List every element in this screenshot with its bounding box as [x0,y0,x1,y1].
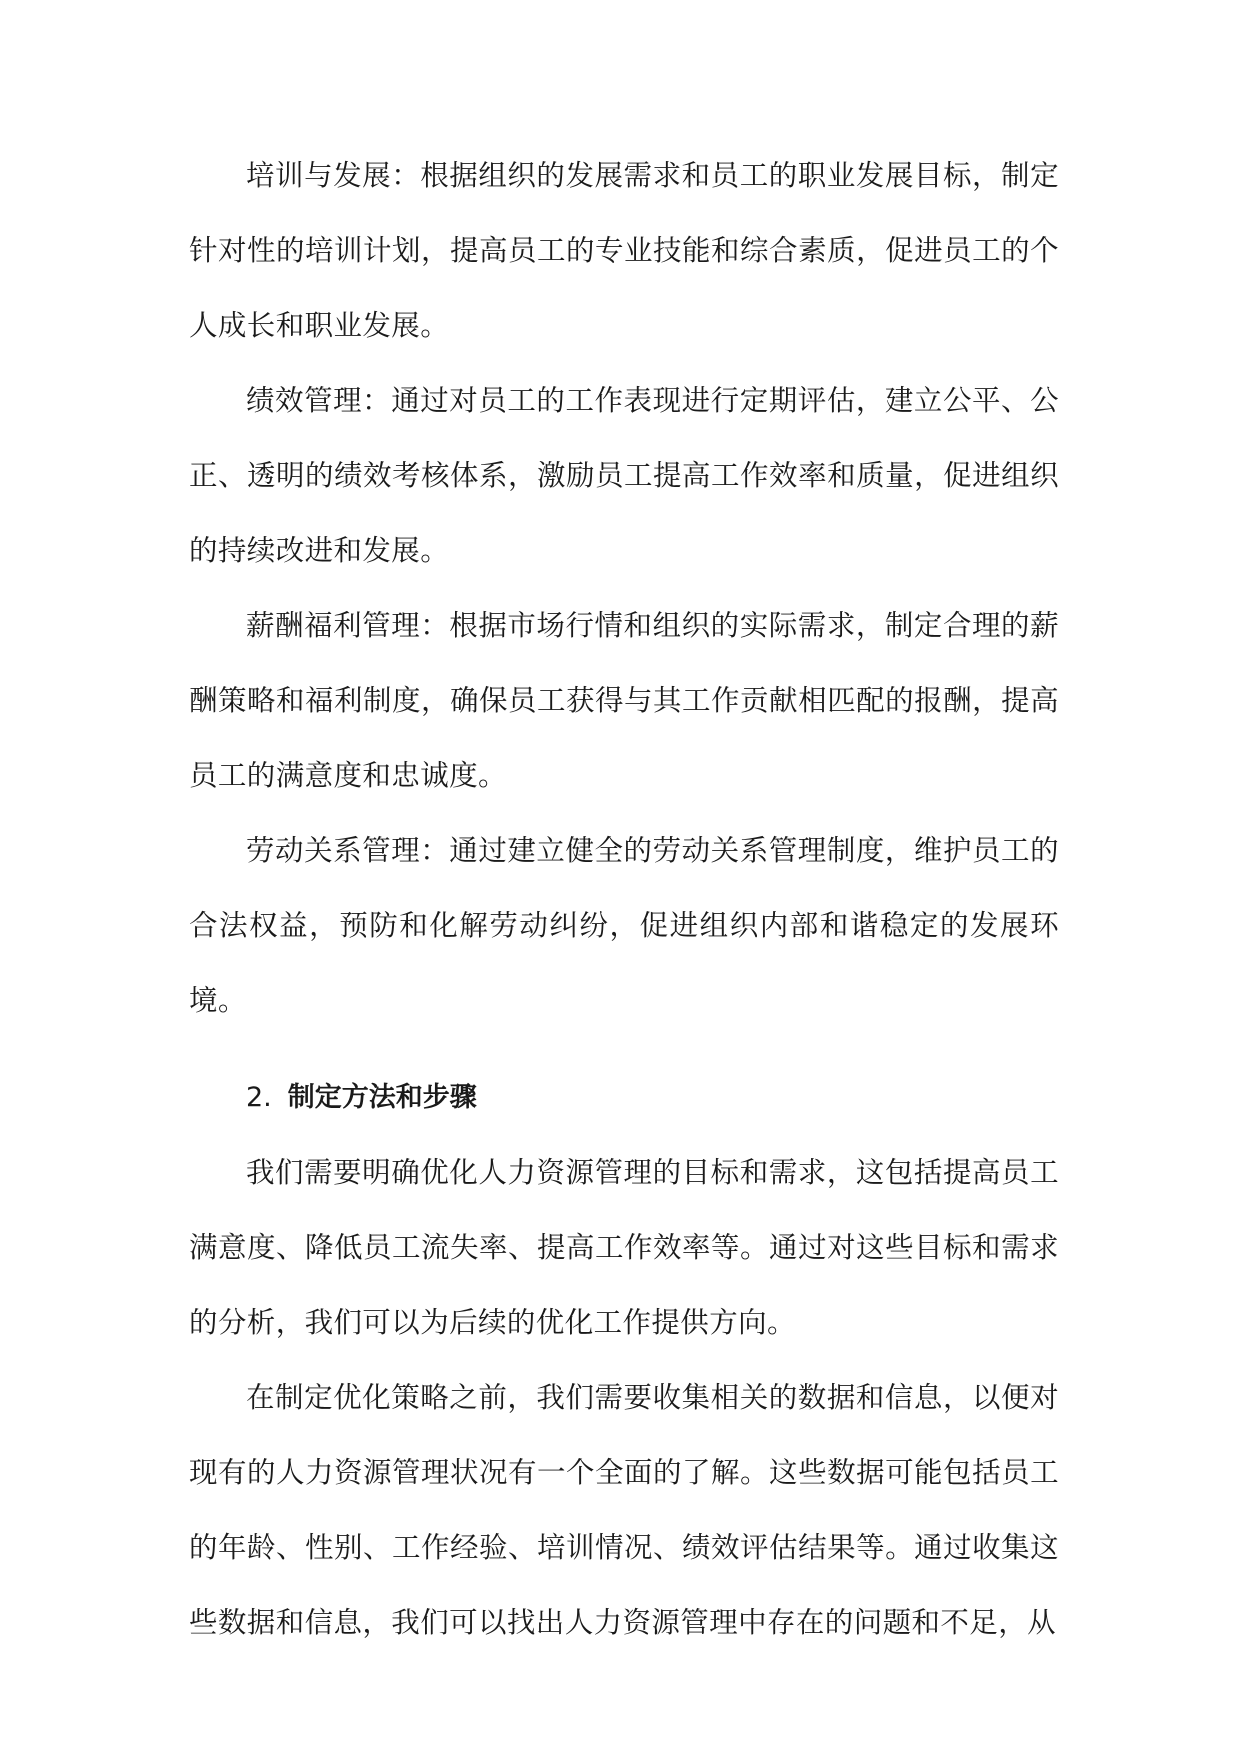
section-title: 制定方法和步骤 [287,1082,477,1113]
paragraph-performance: 绩效管理：通过对员工的工作表现进行定期评估，建立公平、公正、透明的绩效考核体系，激励员工提高工作效率和质量，促进组织的持续改进和发展。 [189,384,1059,567]
section-number: 2. [246,1082,272,1113]
paragraph-goals: 我们需要明确优化人力资源管理的目标和需求，这包括提高员工满意度、降低员工流失率、提高工作效率等。通过对这些目标和需求的分析，我们可以为后续的优化工作提供方向。 [189,1156,1059,1339]
document-page [189,138,1059,1660]
paragraph-training: 培训与发展：根据组织的发展需求和员工的职业发展目标，制定针对性的培训计划，提高员工的专业技能和综合素质，促进员工的个人成长和职业发展。 [189,159,1059,342]
paragraph-labor-relations: 劳动关系管理：通过建立健全的劳动关系管理制度，维护员工的合法权益，预防和化解劳动纠纷，促进组织内部和谐稳定的发展环境。 [189,834,1059,1017]
paragraph-data-collection: 在制定优化策略之前，我们需要收集相关的数据和信息，以便对现有的人力资源管理状况有一个全面的了解。这些数据可能包括员工的年龄、性别、工作经验、培训情况、绩效评估结果等。通过收集这些数据和信息，我们可以找出人力资源管理中存在的问题和不足，从 [189,1381,1059,1639]
section-heading [189,1060,1059,1135]
paragraph-compensation: 薪酬福利管理：根据市场行情和组织的实际需求，制定合理的薪酬策略和福利制度，确保员工获得与其工作贡献相匹配的报酬，提高员工的满意度和忠诚度。 [189,609,1059,792]
